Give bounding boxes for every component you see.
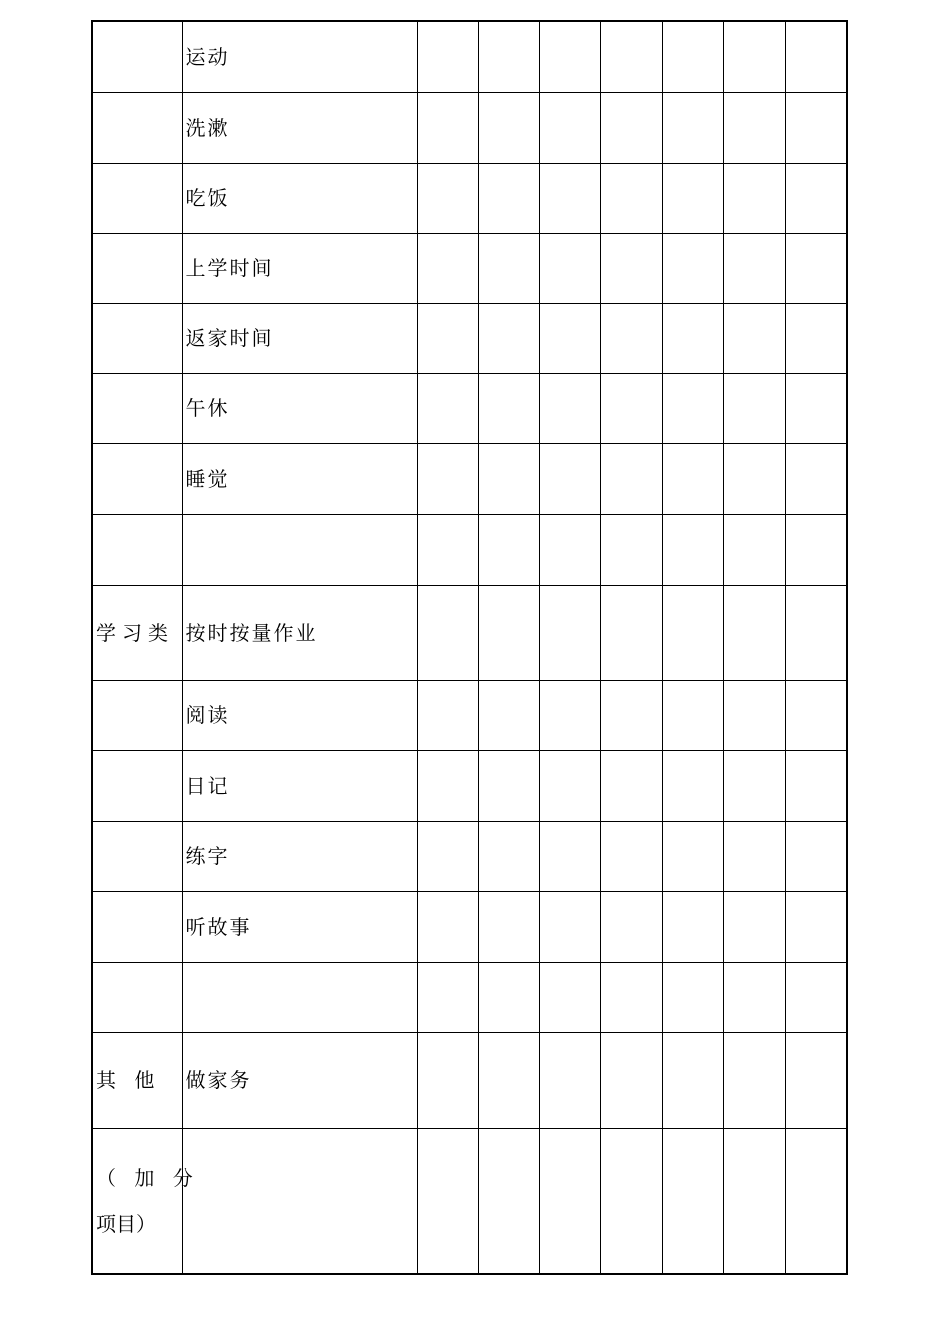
day-check-cell[interactable] — [539, 373, 600, 443]
day-check-cell[interactable] — [662, 750, 723, 821]
table-row — [92, 163, 847, 233]
item-cell — [182, 514, 417, 585]
table-row — [92, 962, 847, 1032]
day-check-cell[interactable] — [723, 443, 785, 514]
day-check-cell[interactable] — [417, 680, 478, 750]
table-row — [92, 443, 847, 514]
item-label: 阅读 — [185, 703, 230, 727]
day-check-cell[interactable] — [600, 1128, 662, 1274]
day-check-cell[interactable] — [662, 821, 723, 891]
item-cell — [182, 233, 417, 303]
category-cell — [92, 92, 182, 163]
day-check-cell[interactable] — [723, 373, 785, 443]
day-check-cell[interactable] — [478, 92, 539, 163]
category-cell — [92, 303, 182, 373]
day-check-cell[interactable] — [600, 585, 662, 680]
item-label: 吃饭 — [185, 186, 230, 210]
item-cell — [182, 92, 417, 163]
day-check-cell[interactable] — [539, 21, 600, 92]
day-check-cell[interactable] — [417, 1032, 478, 1128]
category-cell — [92, 750, 182, 821]
day-check-cell[interactable] — [723, 1128, 785, 1274]
day-check-cell[interactable] — [417, 233, 478, 303]
day-check-cell[interactable] — [417, 514, 478, 585]
day-check-cell[interactable] — [478, 303, 539, 373]
day-check-cell[interactable] — [417, 373, 478, 443]
day-check-cell[interactable] — [723, 585, 785, 680]
day-check-cell[interactable] — [723, 891, 785, 962]
day-check-cell[interactable] — [600, 233, 662, 303]
day-check-cell[interactable] — [662, 585, 723, 680]
day-check-cell[interactable] — [785, 373, 847, 443]
item-label: 听故事 — [185, 914, 252, 939]
day-check-cell[interactable] — [539, 163, 600, 233]
day-check-cell[interactable] — [600, 373, 662, 443]
day-check-cell[interactable] — [662, 1128, 723, 1274]
day-check-cell[interactable] — [539, 443, 600, 514]
item-label: 练字 — [185, 844, 230, 868]
day-check-cell[interactable] — [600, 680, 662, 750]
day-check-cell[interactable] — [662, 163, 723, 233]
day-check-cell[interactable] — [600, 514, 662, 585]
day-check-cell[interactable] — [539, 891, 600, 962]
day-check-cell[interactable] — [539, 1128, 600, 1274]
item-label: 午休 — [185, 396, 230, 420]
day-check-cell[interactable] — [600, 1032, 662, 1128]
day-check-cell[interactable] — [785, 821, 847, 891]
day-check-cell[interactable] — [478, 680, 539, 750]
day-check-cell[interactable] — [600, 750, 662, 821]
day-check-cell[interactable] — [662, 92, 723, 163]
day-check-cell[interactable] — [600, 303, 662, 373]
day-check-cell[interactable] — [539, 514, 600, 585]
item-cell — [182, 163, 417, 233]
day-check-cell[interactable] — [417, 585, 478, 680]
category-cell — [92, 680, 182, 750]
day-check-cell[interactable] — [723, 92, 785, 163]
day-check-cell[interactable] — [785, 163, 847, 233]
item-cell — [182, 21, 417, 92]
table-row — [92, 1128, 847, 1274]
category-cell — [92, 1032, 182, 1128]
table-row — [92, 303, 847, 373]
habit-record-table — [91, 20, 846, 1273]
day-check-cell[interactable] — [417, 821, 478, 891]
day-check-cell[interactable] — [723, 233, 785, 303]
day-check-cell[interactable] — [417, 303, 478, 373]
day-check-cell[interactable] — [600, 891, 662, 962]
category-cell — [92, 585, 182, 680]
day-check-cell[interactable] — [662, 1032, 723, 1128]
item-cell — [182, 1032, 417, 1128]
day-check-cell[interactable] — [662, 373, 723, 443]
day-check-cell[interactable] — [539, 821, 600, 891]
day-check-cell[interactable] — [600, 21, 662, 92]
day-check-cell[interactable] — [785, 585, 847, 680]
day-check-cell[interactable] — [662, 514, 723, 585]
item-label: 上学时间 — [185, 256, 274, 280]
day-check-cell[interactable] — [723, 962, 785, 1032]
day-check-cell[interactable] — [478, 1032, 539, 1128]
category-label: 学习类 — [96, 620, 174, 645]
day-check-cell[interactable] — [723, 21, 785, 92]
item-label: 返家时间 — [185, 326, 274, 350]
day-check-cell[interactable] — [417, 891, 478, 962]
day-check-cell[interactable] — [478, 962, 539, 1032]
category-cell — [92, 163, 182, 233]
day-check-cell[interactable] — [723, 303, 785, 373]
day-check-cell[interactable] — [539, 750, 600, 821]
item-cell — [182, 1128, 417, 1274]
day-check-cell[interactable] — [539, 585, 600, 680]
table-row — [92, 21, 847, 92]
day-check-cell[interactable] — [478, 821, 539, 891]
day-check-cell[interactable] — [662, 303, 723, 373]
day-check-cell[interactable] — [539, 233, 600, 303]
category-cell — [92, 891, 182, 962]
day-check-cell[interactable] — [785, 233, 847, 303]
category-cell — [92, 962, 182, 1032]
item-label: 睡觉 — [185, 466, 230, 491]
item-label: 做家务 — [185, 1068, 252, 1092]
item-label: 洗漱 — [185, 115, 230, 140]
item-cell — [182, 821, 417, 891]
day-check-cell[interactable] — [723, 821, 785, 891]
item-cell — [182, 303, 417, 373]
item-cell — [182, 443, 417, 514]
day-check-cell[interactable] — [662, 962, 723, 1032]
day-check-cell[interactable] — [723, 750, 785, 821]
table-row — [92, 891, 847, 962]
category-cell — [92, 443, 182, 514]
category-label: 其 他 — [96, 1068, 161, 1092]
item-cell — [182, 373, 417, 443]
category-cell — [92, 373, 182, 443]
item-cell — [182, 962, 417, 1032]
day-check-cell[interactable] — [785, 1032, 847, 1128]
table-row — [92, 92, 847, 163]
category-cell — [92, 1128, 199, 1274]
day-check-cell[interactable] — [478, 1128, 539, 1274]
day-check-cell[interactable] — [539, 92, 600, 163]
day-check-cell[interactable] — [478, 891, 539, 962]
day-check-cell[interactable] — [785, 303, 847, 373]
table-row — [92, 233, 847, 303]
day-check-cell[interactable] — [478, 443, 539, 514]
day-check-cell[interactable] — [785, 750, 847, 821]
day-check-cell[interactable] — [600, 92, 662, 163]
day-check-cell[interactable] — [600, 443, 662, 514]
day-check-cell[interactable] — [478, 233, 539, 303]
day-check-cell[interactable] — [478, 163, 539, 233]
day-check-cell[interactable] — [662, 680, 723, 750]
table-row — [92, 373, 847, 443]
day-check-cell[interactable] — [723, 1032, 785, 1128]
category-label: （ 加 分 — [96, 1165, 199, 1190]
item-cell — [182, 680, 417, 750]
category-cell — [92, 514, 182, 585]
category-label-line2: 项目） — [96, 1211, 156, 1236]
day-check-cell[interactable] — [417, 21, 478, 92]
item-cell — [182, 891, 417, 962]
day-check-cell[interactable] — [600, 163, 662, 233]
day-check-cell[interactable] — [723, 514, 785, 585]
item-label: 日记 — [185, 773, 230, 798]
day-check-cell[interactable] — [785, 962, 847, 1032]
day-check-cell[interactable] — [785, 92, 847, 163]
day-check-cell[interactable] — [539, 1032, 600, 1128]
item-label: 按时按量作业 — [185, 620, 318, 645]
day-check-cell[interactable] — [417, 750, 478, 821]
table-grid — [91, 20, 848, 1275]
day-check-cell[interactable] — [723, 163, 785, 233]
day-check-cell[interactable] — [417, 92, 478, 163]
day-check-cell[interactable] — [662, 443, 723, 514]
day-check-cell[interactable] — [662, 233, 723, 303]
day-check-cell[interactable] — [539, 962, 600, 1032]
category-cell — [92, 21, 182, 92]
day-check-cell[interactable] — [539, 680, 600, 750]
day-check-cell[interactable] — [478, 585, 539, 680]
day-check-cell[interactable] — [662, 891, 723, 962]
category-cell — [92, 821, 182, 891]
day-check-cell[interactable] — [600, 962, 662, 1032]
table-row — [92, 680, 847, 750]
table-row — [92, 821, 847, 891]
day-check-cell[interactable] — [478, 750, 539, 821]
day-check-cell[interactable] — [785, 514, 847, 585]
day-check-cell[interactable] — [417, 163, 478, 233]
table-row — [92, 1032, 847, 1128]
day-check-cell[interactable] — [417, 443, 478, 514]
category-cell — [92, 233, 182, 303]
day-check-cell[interactable] — [539, 303, 600, 373]
table-row — [92, 585, 847, 680]
day-check-cell[interactable] — [662, 21, 723, 92]
day-check-cell[interactable] — [785, 1128, 847, 1274]
item-cell — [182, 750, 417, 821]
day-check-cell[interactable] — [417, 1128, 478, 1274]
day-check-cell[interactable] — [478, 21, 539, 92]
table-row — [92, 750, 847, 821]
item-label: 运动 — [185, 44, 230, 69]
day-check-cell[interactable] — [478, 373, 539, 443]
day-check-cell[interactable] — [785, 680, 847, 750]
day-check-cell[interactable] — [478, 514, 539, 585]
day-check-cell[interactable] — [785, 443, 847, 514]
day-check-cell[interactable] — [785, 891, 847, 962]
day-check-cell[interactable] — [785, 21, 847, 92]
item-cell — [182, 585, 417, 680]
day-check-cell[interactable] — [600, 821, 662, 891]
day-check-cell[interactable] — [417, 962, 478, 1032]
day-check-cell[interactable] — [723, 680, 785, 750]
table-row — [92, 514, 847, 585]
